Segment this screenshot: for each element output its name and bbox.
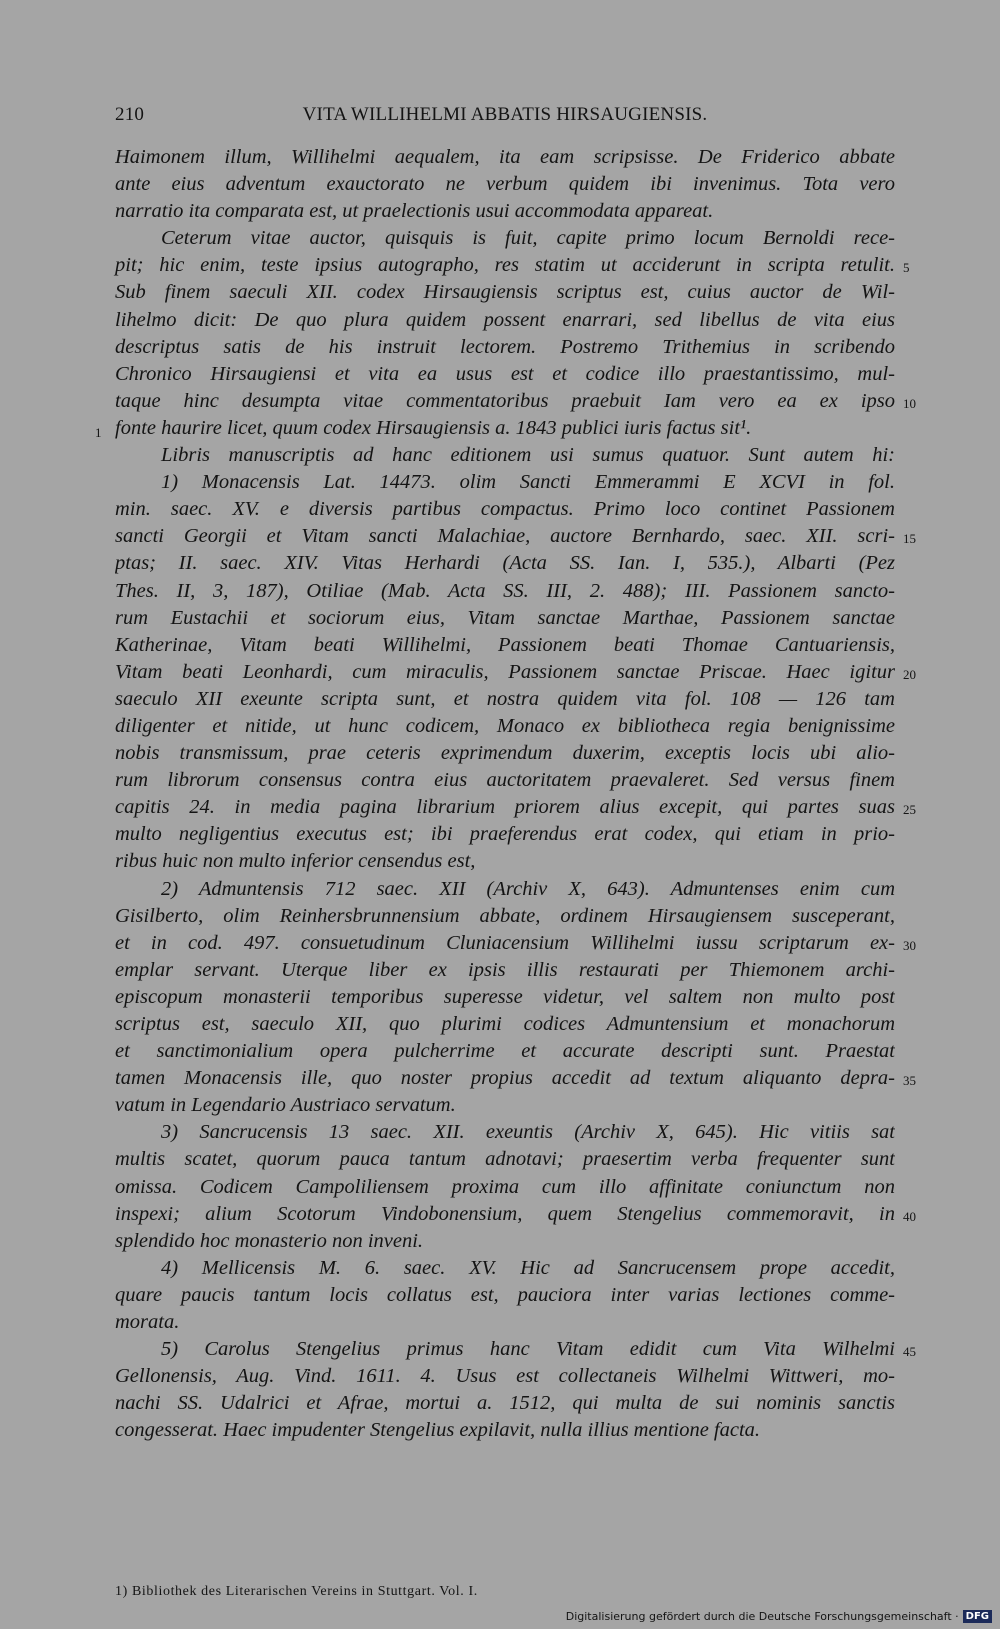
text-line: saeculo XII exeunte scripta sunt, et nostra quidem vita fol. 108 — 126 tam — [115, 687, 895, 710]
text-line: 5) Carolus Stengelius primus hanc Vitam edidit cum Vita Wilhelmi 45 — [115, 1336, 895, 1363]
text-line: Libris manuscriptis ad hanc editionem usi sumus quatuor. Sunt autem hi: — [161, 444, 895, 467]
text-line: ptas; II. saec. XIV. Vitas Herhardi (Acta SS. Ian. I, 535.), Albarti (Pez — [115, 552, 895, 575]
text-line: Sub finem saeculi XII. codex Hirsaugiensis scriptus est, cuius auctor de Wil- — [115, 281, 895, 304]
text-line: 2) Admuntensis 712 saec. XII (Archiv X, 643). Admuntenses enim cum — [161, 877, 895, 900]
text-line: vatum in Legendario Austriaco servatum. — [115, 1094, 456, 1117]
running-title: VITA WILLIHELMI ABBATIS HIRSAUGIENSIS. — [302, 104, 708, 125]
text-line: tamen Monacensis ille, quo noster propius accedit ad textum aliquanto depra- 35 — [115, 1065, 895, 1092]
text-line: capitis 24. in media pagina librarium priorem alius excepit, qui partes suas 25 — [115, 794, 895, 821]
line-number: 30 — [903, 937, 916, 953]
line-number: 40 — [903, 1208, 916, 1224]
text-line: Thes. II, 3, 187), Otiliae (Mab. Acta SS. III, 2. 488); III. Passionem sancto- — [115, 579, 895, 602]
text-line: narratio ita comparata est, ut praelectionis usui accommodata appareat. — [115, 200, 714, 223]
running-header — [115, 104, 895, 126]
text-line: quare paucis tantum locis collatus est, pauciora inter varias lectiones comme- — [115, 1283, 895, 1306]
text-line: omissa. Codicem Campoliliensem proxima cum illo affinitate coniunctum non — [115, 1175, 895, 1198]
text-line: Chronico Hirsaugiensi et vita ea usus est et codice illo praestantissimo, mul- — [115, 362, 895, 385]
text-line: taque hinc desumpta vitae commentatoribus praebuit Iam vero ea ex ipso 10 — [115, 388, 895, 415]
page-number: 210 — [115, 104, 145, 125]
line-number: 20 — [903, 666, 916, 682]
text-line: nobis transmissum, prae ceteris exprimendum duxerim, exceptis locis ubi alio- — [115, 742, 895, 765]
line-number: 5 — [903, 260, 910, 276]
text-line: 1) Monacensis Lat. 14473. olim Sancti Emmerammi E XCVI in fol. — [161, 471, 895, 494]
text-line: Ceterum vitae auctor, quisquis is fuit, capite primo locum Bernoldi rece- — [161, 227, 895, 250]
text-line: Katherinae, Vitam beati Willihelmi, Passionem beati Thomae Cantuariensis, — [115, 633, 895, 656]
text-line: splendido hoc monasterio non inveni. — [115, 1229, 424, 1252]
line-number: 15 — [903, 531, 916, 547]
text-line: Gisilberto, olim Reinhersbrunnensium abbate, ordinem Hirsaugiensem susceperant, — [115, 904, 895, 927]
text-line: congesserat. Haec impudenter Stengelius expilavit, nulla illius mentione facta. — [115, 1419, 761, 1442]
text-line: lihelmo dicit: De quo plura quidem possent enarrari, sed libellus de vita eius — [115, 308, 895, 331]
text-line: multo negligentius executus est; ibi praeferendus erat codex, qui etiam in prio- — [115, 823, 895, 846]
text-line: et in cod. 497. consuetudinum Cluniacensium Willihelmi iussu scriptarum ex- 30 — [115, 930, 895, 957]
text-line: rum Eustachii et sociorum eius, Vitam sanctae Marthae, Passionem sanctae — [115, 606, 895, 629]
text-line: scriptus est, saeculo XII, quo plurimi codices Admuntensium et monachorum — [115, 1013, 895, 1035]
line-number: 10 — [903, 395, 916, 411]
text-line: Vitam beati Leonhardi, cum miraculis, Passionem sanctae Priscae. Haec igitur 20 — [115, 659, 895, 686]
line-number: 35 — [903, 1073, 916, 1089]
text-line: nachi SS. Udalrici et Afrae, mortui a. 1512, qui multa de sui nominis sanctis — [115, 1392, 895, 1415]
text-line: ribus huic non multo inferior censendus est, — [115, 850, 476, 873]
text-line: ante eius adventum exauctorato ne verbum quidem ibi invenimus. Tota vero — [115, 173, 895, 196]
text-line: multis scatet, quorum pauca tantum adnotavi; praesertim verba frequenter sunt — [115, 1148, 895, 1171]
digitization-credit — [566, 1610, 992, 1623]
footnote-marker-margin: 1 — [95, 424, 102, 440]
body-text — [95, 144, 916, 1445]
text-line: pit; hic enim, teste ipsius autographo, res statim ut acciderunt in scripta retulit. 5 — [115, 252, 895, 279]
text-line: inspexi; alium Scotorum Vindobonensium, quem Stengelius commemoravit, in 40 — [115, 1201, 895, 1228]
credit-text: Digitalisierung gefördert durch die Deutsche Forschungsgemeinschaft · — [565, 1610, 959, 1623]
dfg-logo: DFG — [963, 1610, 992, 1623]
text-line: 4) Mellicensis M. 6. saec. XV. Hic ad Sancrucensem prope accedit, — [161, 1256, 895, 1279]
line-number: 45 — [903, 1344, 916, 1360]
text-line: Haimonem illum, Willihelmi aequalem, ita eam scripsisse. De Friderico abbate — [115, 146, 895, 168]
text-line: et sanctimonialium opera pulcherrime et accurate descripti sunt. Praestat — [115, 1040, 895, 1063]
line-number: 25 — [903, 802, 916, 818]
text-line: Gellonensis, Aug. Vind. 1611. 4. Usus est collectaneis Wilhelmi Wittweri, mo- — [115, 1365, 895, 1388]
text-line: 3) Sancrucensis 13 saec. XII. exeuntis (Archiv X, 645). Hic vitiis sat — [161, 1121, 895, 1144]
text-line: fonte haurire licet, quum codex Hirsaugiensis a. 1843 publici iuris factus sit¹. 1 — [115, 415, 895, 442]
text-line: rum librorum consensus contra eius auctoritatem praevaleret. Sed versus finem — [115, 769, 895, 792]
text-line: episcopum monasterii temporibus superesse videtur, vel saltem non multo post — [115, 985, 895, 1008]
text-line: min. saec. XV. e diversis partibus compactus. Primo loco continet Passionem — [115, 498, 895, 521]
text-line: morata. — [115, 1311, 180, 1334]
text-line: descriptus satis de his instruit lectorem. Postremo Trithemius in scribendo — [115, 335, 895, 358]
text-line: sancti Georgii et Vitam sancti Malachiae, auctore Bernhardo, saec. XII. scri- 15 — [115, 523, 895, 550]
text-line: diligenter et nitide, ut hunc codicem, Monaco ex bibliotheca regia benignissime — [115, 714, 895, 737]
footnote: 1) Bibliothek des Literarischen Vereins in Stuttgart. Vol. I. — [115, 1584, 478, 1599]
text-line: emplar servant. Uterque liber ex ipsis illis restaurati per Thiemonem archi- — [115, 958, 895, 981]
